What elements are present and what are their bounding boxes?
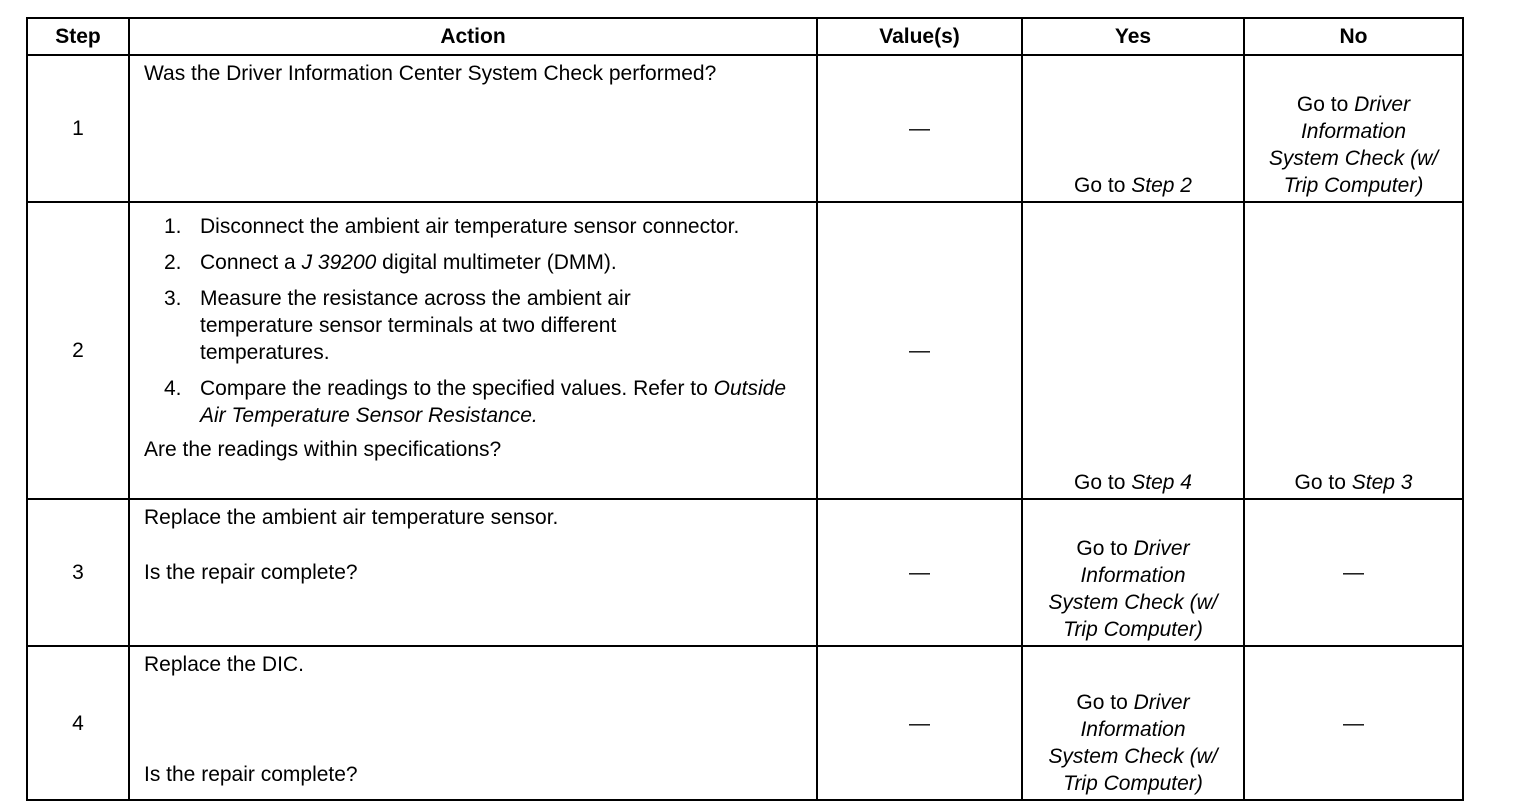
yes-cell [1022, 55, 1244, 202]
list-item [164, 285, 806, 366]
action-cell [129, 202, 817, 499]
action-instruction: Replace the ambient air temperature sensor. [144, 506, 559, 529]
table-row [27, 499, 1463, 646]
list-item [164, 375, 806, 429]
value-cell [817, 646, 1022, 800]
action-question: Are the readings within specifications? [144, 438, 502, 461]
substep-number: 4. [164, 377, 182, 400]
substep-text: Disconnect the ambient air temperature sensor connector. [200, 215, 740, 238]
step-number: 3 [27, 499, 129, 646]
no-cell [1244, 202, 1463, 499]
header-no: No [1244, 18, 1463, 55]
substep-text-pre: Compare the readings to the specified values. Refer to [200, 377, 714, 400]
table-row [27, 202, 1463, 499]
table-row [27, 646, 1463, 800]
action-question: Is the repair complete? [144, 561, 358, 584]
no-value: — [1343, 711, 1364, 735]
yes-prefix: Go to [1076, 691, 1134, 714]
action-cell [129, 55, 817, 202]
list-item [164, 249, 806, 276]
yes-link[interactable]: Step 2 [1131, 174, 1192, 197]
yes-cell [1022, 499, 1244, 646]
yes-prefix: Go to [1074, 174, 1132, 197]
header-step: Step [27, 18, 129, 55]
list-item [164, 213, 806, 240]
header-action: Action [129, 18, 817, 55]
header-yes: Yes [1022, 18, 1244, 55]
table-row [27, 55, 1463, 202]
step-number: 4 [27, 646, 129, 800]
no-link[interactable]: Step 3 [1351, 471, 1413, 494]
no-prefix: Go to [1294, 471, 1352, 494]
no-prefix: Go to [1296, 93, 1355, 116]
yes-link[interactable]: Driver Information System Check (w/ Trip Computer) [1048, 691, 1218, 795]
no-cell [1244, 55, 1463, 202]
action-question: Was the Driver Information Center System Check performed? [144, 62, 717, 85]
step-number: 1 [27, 55, 129, 202]
substep-number: 2. [164, 251, 182, 274]
step-number: 2 [27, 202, 129, 499]
no-link[interactable]: Driver Information System Check (w/ Trip Computer) [1268, 93, 1439, 197]
value-text: — [909, 339, 930, 362]
value-cell [817, 55, 1022, 202]
substep-text: Measure the resistance across the ambient air temperature sensor terminals at two different temperatures. [200, 287, 631, 364]
spec-link[interactable]: Outside Air Temperature Sensor Resistance. [200, 377, 786, 427]
header-row [27, 18, 1463, 55]
action-cell [129, 646, 817, 800]
tool-reference: J 39200 [301, 251, 377, 274]
value-cell [817, 202, 1022, 499]
yes-prefix: Go to [1076, 537, 1134, 560]
action-cell [129, 499, 817, 646]
action-instruction: Replace the DIC. [144, 653, 304, 676]
diagnostic-table [26, 17, 1464, 801]
substep-number: 3. [164, 287, 182, 310]
substep-number: 1. [164, 215, 182, 238]
no-value: — [1343, 561, 1364, 584]
yes-cell [1022, 202, 1244, 499]
yes-link[interactable]: Step 4 [1131, 471, 1192, 494]
yes-link[interactable]: Driver Information System Check (w/ Trip Computer) [1048, 537, 1218, 641]
yes-cell [1022, 646, 1244, 800]
substep-text [200, 375, 806, 429]
value-text: — [909, 561, 930, 584]
substep-text-pre: Connect a [200, 251, 302, 274]
header-values: Value(s) [817, 18, 1022, 55]
action-question: Is the repair complete? [144, 763, 358, 786]
no-cell [1244, 499, 1463, 646]
value-cell [817, 499, 1022, 646]
substep-list [144, 213, 806, 429]
value-text: — [909, 711, 930, 735]
substep-text-post: digital multimeter (DMM). [376, 251, 617, 274]
no-cell [1244, 646, 1463, 800]
value-text: — [909, 117, 930, 140]
yes-prefix: Go to [1074, 471, 1132, 494]
substep-text [200, 249, 806, 276]
